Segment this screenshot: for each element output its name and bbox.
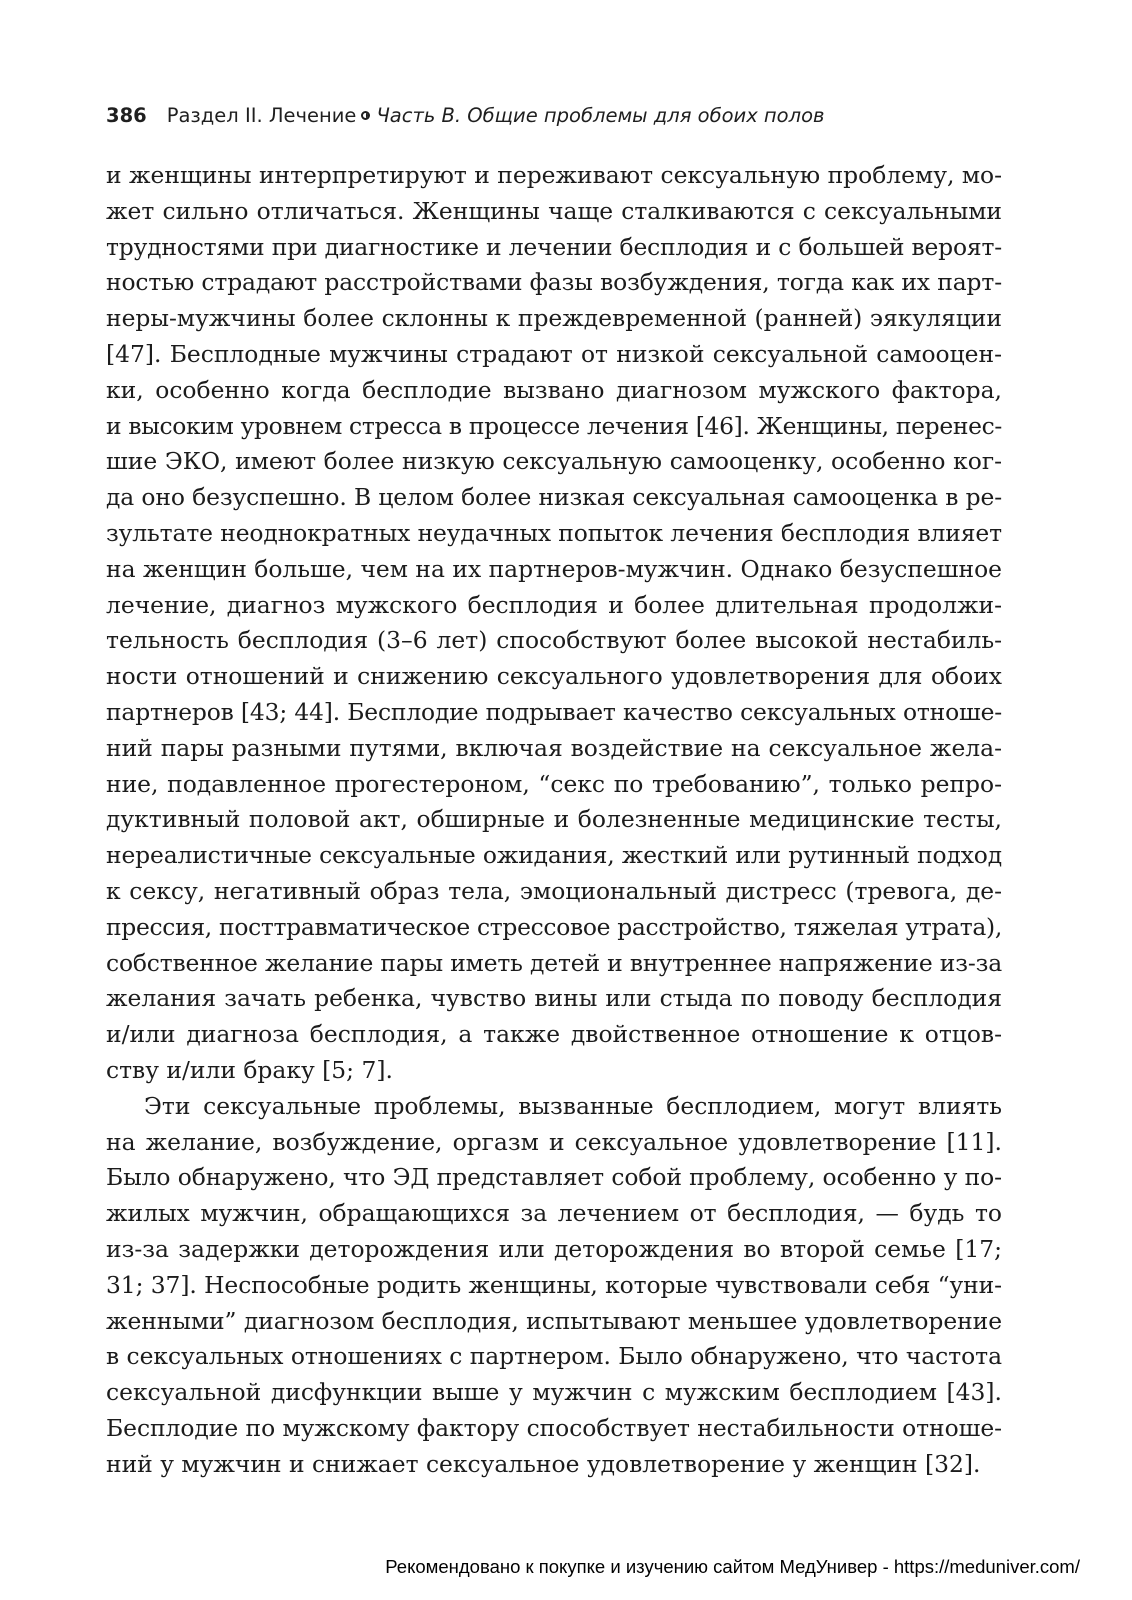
text-line: трудностями при диагностике и лечении бесплодия и с большей вероят- xyxy=(106,232,1002,261)
paragraph-1 xyxy=(106,158,1002,1089)
text-line: и высоким уровнем стресса в процессе лечения [46]. Женщины, перенес- xyxy=(106,411,1002,440)
text-line: Бесплодие по мужскому фактору способствует нестабильности отноше- xyxy=(106,1413,1003,1442)
text-line: и женщины интерпретируют и переживают сексуальную проблему, мо- xyxy=(106,161,1002,189)
half-circle-bullet-icon xyxy=(361,111,370,120)
text-line: ности отношений и снижению сексуального удовлетворения для обоих xyxy=(106,662,1002,691)
text-line: да оно безуспешно. В целом более низкая сексуальная самооценка в ре- xyxy=(106,483,1002,512)
body-text xyxy=(106,158,1002,1482)
text-line: нереалистичные сексуальные ожидания, жесткий или рутинный подход xyxy=(106,841,1002,870)
text-line: зультате неоднократных неудачных попыток лечения бесплодия влияет xyxy=(106,518,1002,547)
text-line: к сексу, негативный образ тела, эмоциональный дистресс (тревога, де- xyxy=(106,876,1002,905)
text-line: ние, подавленное прогестероном, “секс по требованию”, только репро- xyxy=(106,769,1002,798)
text-line: ний у мужчин и снижает сексуальное удовлетворение у женщин [32]. xyxy=(106,1449,981,1478)
text-line: собственное желание пары иметь детей и внутреннее напряжение из-за xyxy=(106,948,1002,977)
text-line: шие ЭКО, имеют более низкую сексуальную самооценку, особенно ког- xyxy=(106,447,1002,476)
text-line: прессия, посттравматическое стрессовое расстройство, тяжелая утрата), xyxy=(106,912,1002,941)
watermark-footer: Рекомендовано к покупке и изучению сайтом МедУнивер - https://meduniver.com/ xyxy=(385,1556,1080,1577)
text-line: ству и/или браку [5; 7]. xyxy=(106,1055,393,1084)
page-number: 386 xyxy=(106,104,147,127)
text-line: лечение, диагноз мужского бесплодия и более длительная продолжи- xyxy=(106,590,1002,619)
text-line: и/или диагноза бесплодия, а также двойственное отношение к отцов- xyxy=(106,1020,1002,1049)
text-line: женными” диагнозом бесплодия, испытывают меньшее удовлетворение xyxy=(106,1306,1002,1335)
text-line: Эти сексуальные проблемы, вызванные бесплодием, могут влиять xyxy=(144,1091,1002,1120)
text-line: ки, особенно когда бесплодие вызвано диагнозом мужского фактора, xyxy=(106,375,1002,404)
text-line: на женщин больше, чем на их партнеров-мужчин. Однако безуспешное xyxy=(106,554,1002,583)
text-line: жет сильно отличаться. Женщины чаще сталкиваются с сексуальными xyxy=(106,196,1002,225)
text-line: сексуальной дисфункции выше у мужчин с мужским бесплодием [43]. xyxy=(106,1378,1002,1407)
text-line: на желание, возбуждение, оргазм и сексуальное удовлетворение [11]. xyxy=(106,1127,1002,1156)
text-line: ний пары разными путями, включая воздействие на сексуальное жела- xyxy=(106,733,1002,762)
text-line: дуктивный половой акт, обширные и болезненные медицинские тесты, xyxy=(106,805,1002,834)
text-line: [47]. Бесплодные мужчины страдают от низкой сексуальной самооцен- xyxy=(106,339,1002,368)
text-line: Было обнаружено, что ЭД представляет собой проблему, особенно у по- xyxy=(106,1163,1002,1192)
text-line: желания зачать ребенка, чувство вины или стыда по поводу бесплодия xyxy=(106,984,1002,1013)
running-header xyxy=(106,102,825,130)
text-line: неры-мужчины более склонны к преждевременной (ранней) эякуляции xyxy=(106,304,1002,333)
section-title: Раздел II. Лечение xyxy=(166,104,357,127)
text-line: тельность бесплодия (3–6 лет) способствуют более высокой нестабиль- xyxy=(106,626,1002,655)
text-line: из-за задержки деторождения или деторождения во второй семье [17; xyxy=(106,1234,1002,1263)
text-line: жилых мужчин, обращающихся за лечением от бесплодия, — будь то xyxy=(106,1199,1002,1228)
text-line: в сексуальных отношениях с партнером. Было обнаружено, что частота xyxy=(106,1342,1002,1371)
text-line: 31; 37]. Неспособные родить женщины, которые чувствовали себя “уни- xyxy=(106,1270,1002,1299)
text-line: ностью страдают расстройствами фазы возбуждения, тогда как их парт- xyxy=(106,268,1002,297)
text-line: партнеров [43; 44]. Бесплодие подрывает качество сексуальных отноше- xyxy=(106,697,1003,726)
paragraph-2 xyxy=(106,1089,1002,1483)
part-title: Часть В. Общие проблемы для обоих полов xyxy=(376,104,825,127)
